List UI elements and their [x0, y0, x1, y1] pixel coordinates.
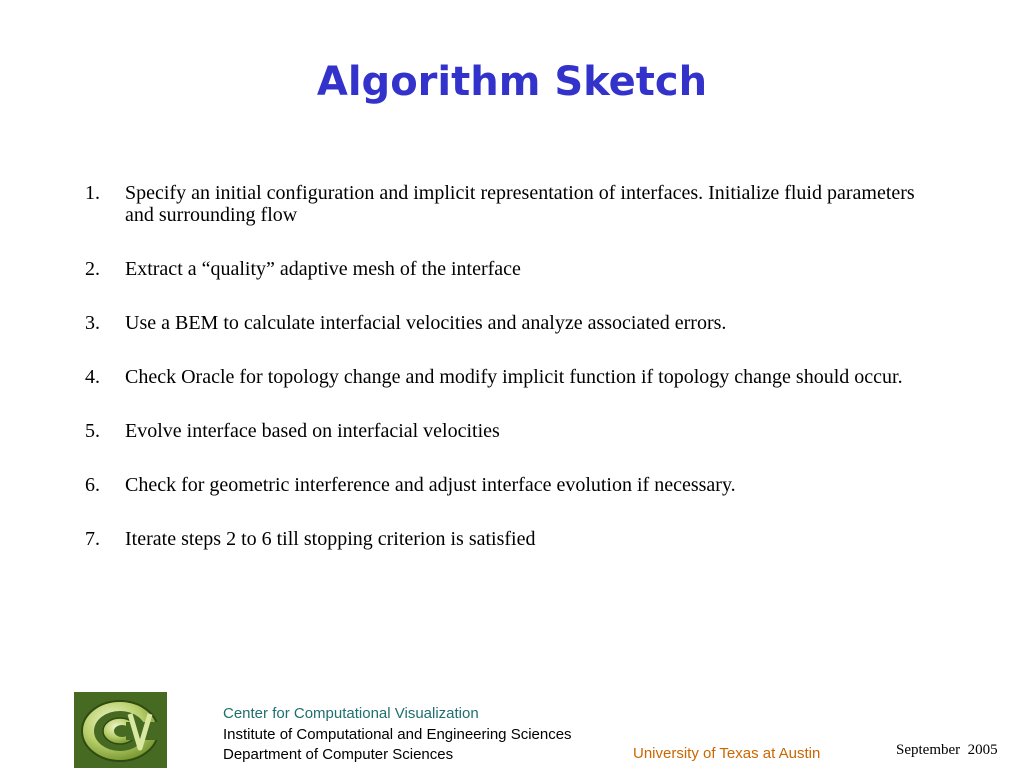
step-number: 4.: [85, 366, 100, 388]
step-number: 5.: [85, 420, 100, 442]
list-item: [85, 420, 945, 442]
step-number: 7.: [85, 528, 100, 550]
step-text: Use a BEM to calculate interfacial velocities and analyze associated errors.: [125, 312, 727, 334]
algorithm-steps-list: [85, 182, 945, 582]
step-text: Evolve interface based on interfacial velocities: [125, 420, 500, 442]
step-text: Check for geometric interference and adjust interface evolution if necessary.: [125, 474, 736, 496]
step-text: Iterate steps 2 to 6 till stopping criterion is satisfied: [125, 528, 536, 550]
footer-affiliations: [223, 704, 572, 766]
step-text: Check Oracle for topology change and modify implicit function if topology change should occur.: [125, 366, 903, 388]
institute-name: Institute of Computational and Engineering Sciences: [223, 725, 572, 743]
step-number: 6.: [85, 474, 100, 496]
center-name: Center for Computational Visualization: [223, 705, 479, 722]
step-number: 3.: [85, 312, 100, 334]
step-number: 1.: [85, 182, 100, 204]
list-item: [85, 258, 945, 280]
list-item: [85, 182, 945, 226]
university-name: University of Texas at Austin: [633, 745, 821, 762]
step-text: Extract a “quality” adaptive mesh of the interface: [125, 258, 521, 280]
list-item: [85, 312, 945, 334]
slide-title: Algorithm Sketch: [316, 59, 708, 105]
ccv-logo-icon: [74, 692, 167, 768]
step-number: 2.: [85, 258, 100, 280]
ccv-logo-graphic: [74, 692, 167, 768]
footer-date: September 2005: [896, 742, 998, 758]
list-item: [85, 366, 945, 388]
list-item: [85, 474, 945, 496]
department-name: Department of Computer Sciences: [223, 746, 454, 763]
list-item: [85, 528, 945, 550]
step-text: Specify an initial configuration and implicit representation of interfaces. Initialize fluid parameters and surrounding flow: [125, 182, 915, 226]
